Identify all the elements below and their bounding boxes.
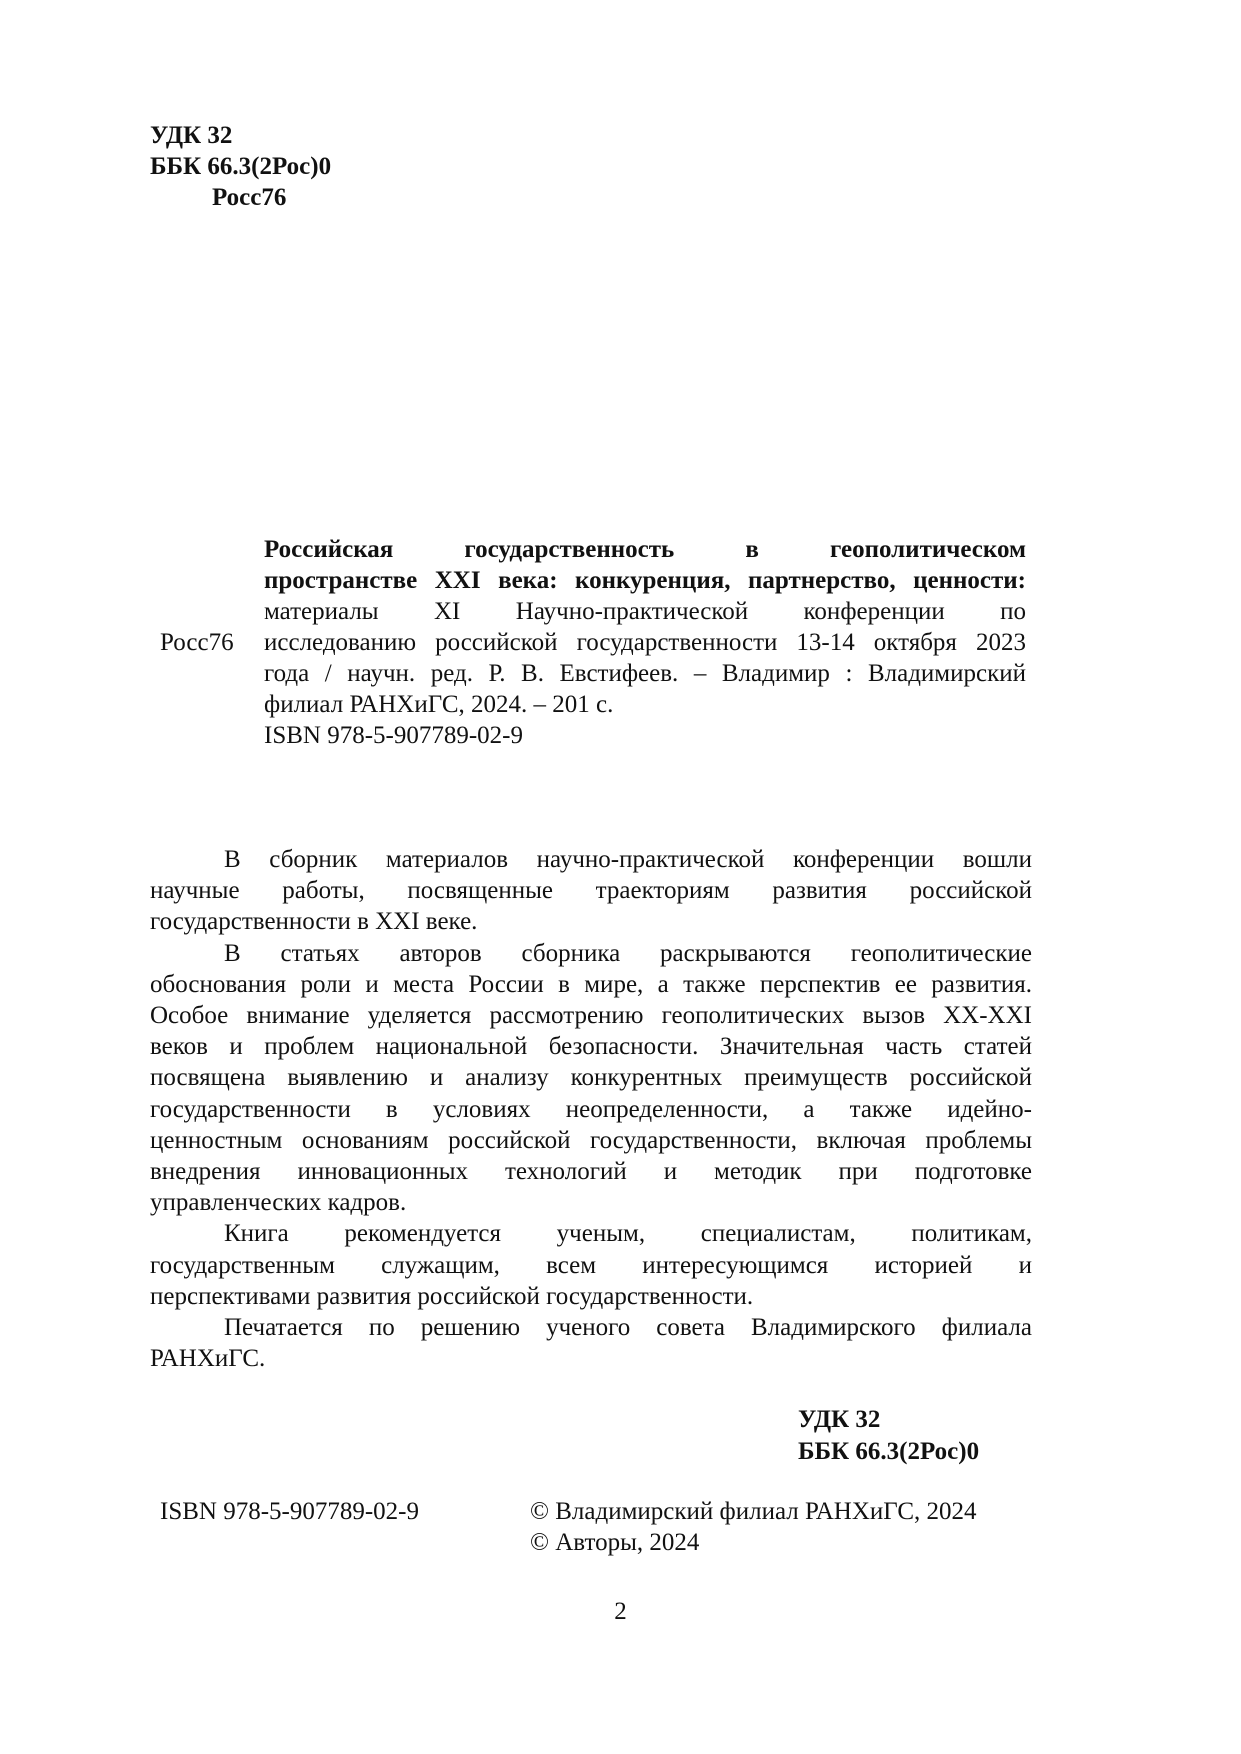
annotation-line: Особое внимание уделяется рассмотрению геополитических вызов XX-XXI — [150, 1002, 1032, 1030]
annotation-line: В сборник материалов научно-практической конференции вошли — [224, 846, 1032, 873]
annotation — [150, 844, 1032, 1374]
annotation-line: государственности в условиях неопределенности, а также идейно- — [150, 1095, 1032, 1123]
annotation-line: внедрения инновационных технологий и методик при подготовке — [150, 1158, 1032, 1186]
bib-body-line: филиал РАНХиГС, 2024. – 201 с. — [264, 691, 614, 718]
bib-title-line: Российская государственность в геополитическом — [264, 536, 1026, 563]
udk-code: УДК 32 — [798, 1406, 881, 1433]
annotation-line: обоснования роли и места России в мире, а также перспектив ее развития. — [150, 970, 1032, 998]
bbk-code: ББК 66.3(2Рос)0 — [798, 1438, 980, 1465]
bib-title-line: пространстве XXI века: конкуренция, партнерство, ценности: — [264, 567, 1026, 594]
classification-top — [150, 120, 331, 213]
bibliographic-record — [264, 534, 1026, 751]
bbk-code: ББК 66.3(2Рос)0 — [150, 153, 332, 180]
annotation-line: государственным служащим, всем интересующимся историей и — [150, 1251, 1032, 1279]
classification-bottom — [798, 1404, 979, 1468]
page-number: 2 — [614, 1598, 627, 1625]
annotation-line: ценностным основаниям российской государственности, включая проблемы — [150, 1126, 1032, 1154]
annotation-line: веков и проблем национальной безопасности. Значительная часть статей — [150, 1033, 1032, 1061]
annotation-line: управленческих кадров. — [150, 1189, 407, 1217]
annotation-line: научные работы, посвященные траекториям развития российской — [150, 877, 1032, 905]
bib-isbn: ISBN 978-5-907789-02-9 — [264, 722, 524, 749]
annotation-line: государственности в XXI веке. — [150, 908, 478, 936]
bib-body-line: исследованию российской государственности 13-14 октября 2023 — [264, 629, 1026, 656]
bib-body-line: материалы XI Научно-практической конференции по — [264, 598, 1026, 625]
annotation-line: РАНХиГС. — [150, 1345, 266, 1373]
bib-author-mark: Росс76 — [160, 629, 234, 656]
annotation-line: В статьях авторов сборника раскрываются геополитические — [224, 939, 1032, 967]
copyright — [530, 1496, 977, 1558]
udk-code: УДК 32 — [150, 122, 233, 149]
annotation-line: посвящена выявлению и анализу конкурентных преимуществ российской — [150, 1064, 1032, 1092]
annotation-line: перспективами развития российской государственности. — [150, 1282, 754, 1310]
author-mark: Росс76 — [212, 184, 287, 211]
annotation-line: Книга рекомендуется ученым, специалистам, политикам, — [224, 1220, 1032, 1248]
copyright-line: © Владимирский филиал РАНХиГС, 2024 — [530, 1498, 977, 1525]
annotation-line: Печатается по решению ученого совета Владимирского филиала — [224, 1314, 1032, 1342]
bib-body-line: года / научн. ред. Р. В. Евстифеев. – Владимир : Владимирский — [264, 660, 1026, 687]
copyright-line: © Авторы, 2024 — [530, 1529, 700, 1556]
isbn: ISBN 978-5-907789-02-9 — [160, 1498, 420, 1525]
